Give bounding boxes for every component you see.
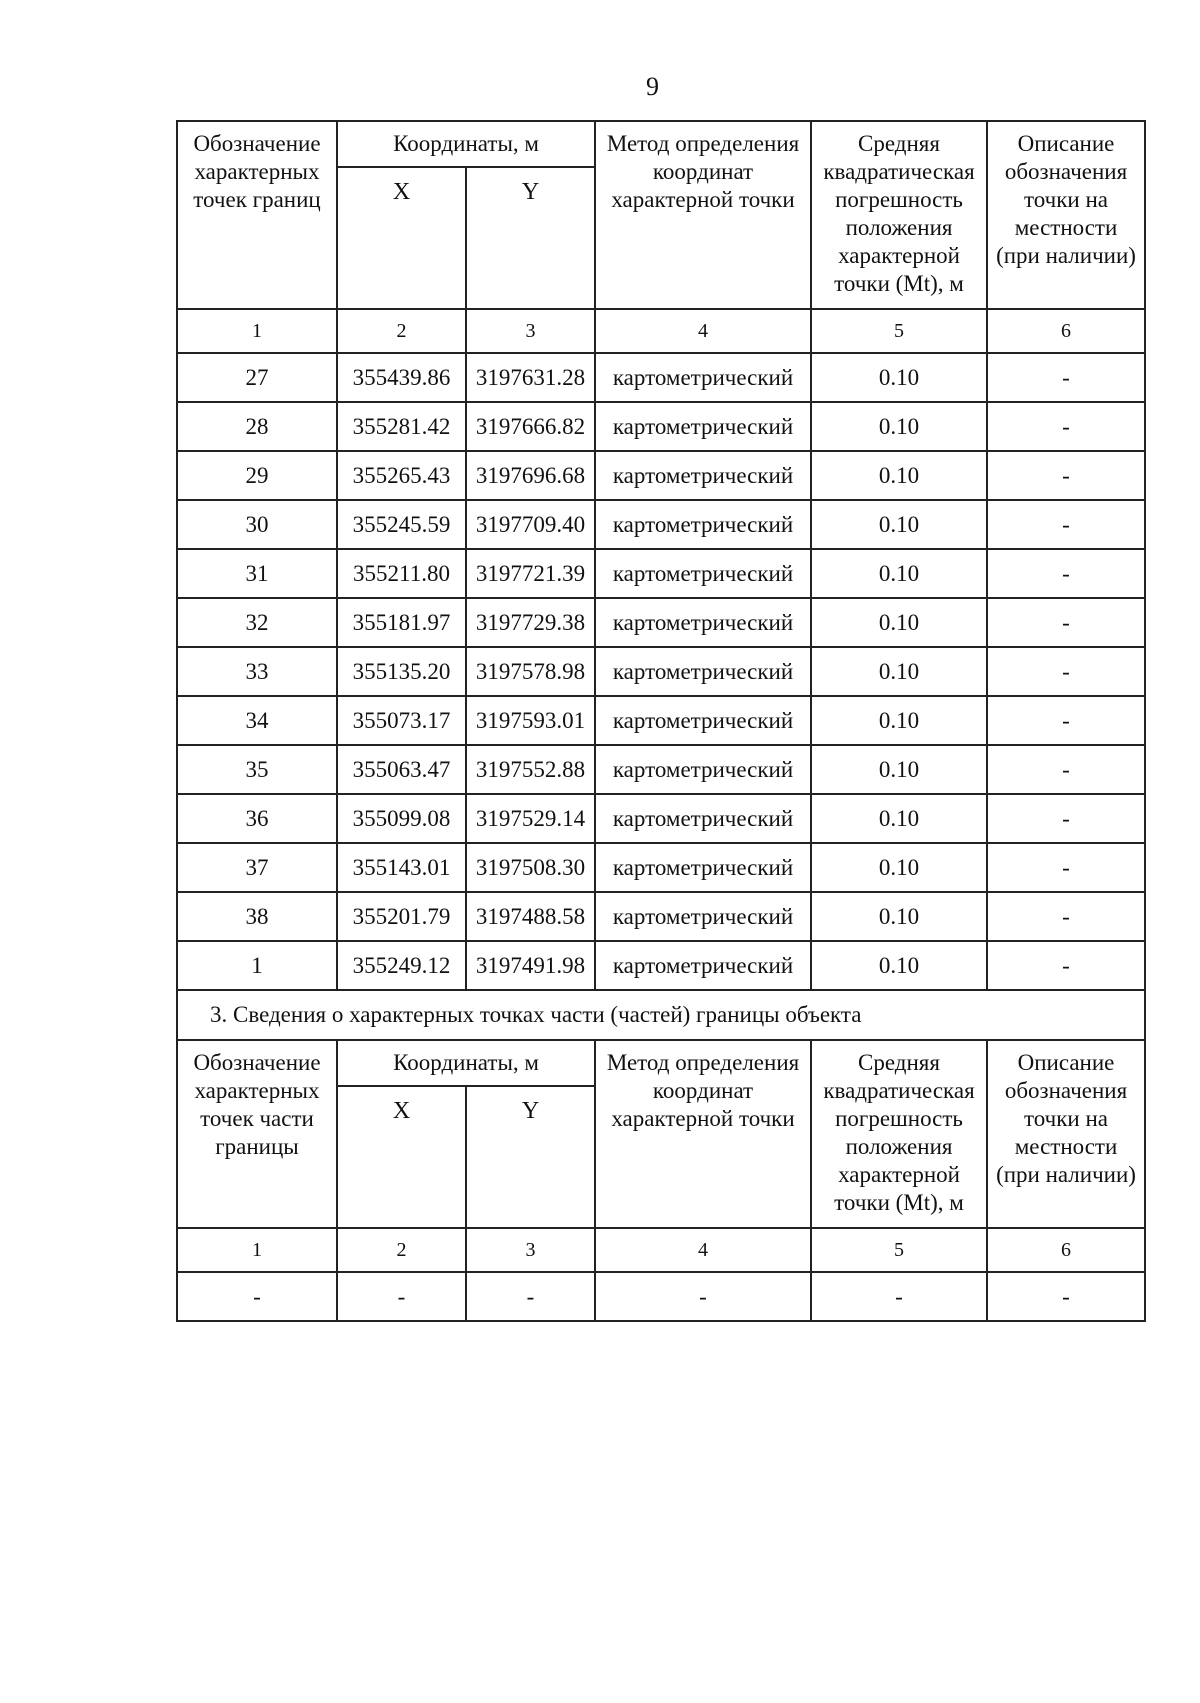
table-row [177, 500, 1145, 549]
table-row [177, 892, 1145, 941]
description-cell: - [987, 647, 1145, 696]
x-coordinate-cell: 355265.43 [337, 451, 466, 500]
column-number: 1 [177, 1228, 337, 1272]
point-id-cell: 36 [177, 794, 337, 843]
x-coordinate-cell: 355245.59 [337, 500, 466, 549]
table-row [177, 941, 1145, 990]
error-cell: 0.10 [811, 647, 987, 696]
x-coordinate-cell: 355201.79 [337, 892, 466, 941]
header-coordinates: Координаты, м [337, 121, 595, 167]
y-coordinate-cell: 3197721.39 [466, 549, 595, 598]
column-number: 5 [811, 1228, 987, 1272]
column-number: 1 [177, 309, 337, 353]
error-cell: 0.10 [811, 941, 987, 990]
x-coordinate-cell: 355073.17 [337, 696, 466, 745]
table2-data [177, 1272, 1145, 1321]
x-coordinate-cell: 355281.42 [337, 402, 466, 451]
table-row [177, 794, 1145, 843]
table-row [177, 402, 1145, 451]
error-cell: 0.10 [811, 451, 987, 500]
point-id-cell: 37 [177, 843, 337, 892]
error-cell: 0.10 [811, 353, 987, 402]
header-error: Средняя квадратическая погрешность положения характерной точки (Mt), м [811, 1040, 987, 1228]
error-cell: - [811, 1272, 987, 1321]
header-y: Y [466, 1086, 595, 1228]
description-cell: - [987, 941, 1145, 990]
method-cell: картометрический [595, 843, 811, 892]
point-id-cell: 33 [177, 647, 337, 696]
x-coordinate-cell: 355211.80 [337, 549, 466, 598]
method-cell: картометрический [595, 598, 811, 647]
description-cell: - [987, 745, 1145, 794]
method-cell: картометрический [595, 745, 811, 794]
column-number: 4 [595, 1228, 811, 1272]
header-y: Y [466, 167, 595, 309]
x-coordinate-cell: 355099.08 [337, 794, 466, 843]
error-cell: 0.10 [811, 696, 987, 745]
table-row [177, 598, 1145, 647]
y-coordinate-cell: 3197709.40 [466, 500, 595, 549]
point-id-cell: 38 [177, 892, 337, 941]
header-error: Средняя квадратическая погрешность положения характерной точки (Mt), м [811, 121, 987, 309]
table1-data [177, 353, 1145, 990]
point-id-cell: 35 [177, 745, 337, 794]
section3-title: 3. Сведения о характерных точках части (частей) границы объекта [177, 990, 1145, 1040]
header-designation: Обозначение характерных точек границ [177, 121, 337, 309]
y-coordinate-cell: 3197578.98 [466, 647, 595, 696]
header-method: Метод определения координат характерной точки [595, 121, 811, 309]
table2-column-numbers [177, 1228, 1145, 1272]
method-cell: картометрический [595, 500, 811, 549]
x-coordinate-cell: - [337, 1272, 466, 1321]
section3-title-row [177, 990, 1145, 1040]
y-coordinate-cell: 3197593.01 [466, 696, 595, 745]
description-cell: - [987, 549, 1145, 598]
method-cell: картометрический [595, 451, 811, 500]
point-id-cell: 31 [177, 549, 337, 598]
point-id-cell: 32 [177, 598, 337, 647]
table-row [177, 696, 1145, 745]
table-row [177, 647, 1145, 696]
boundary-points-table [176, 120, 1146, 1322]
column-number: 5 [811, 309, 987, 353]
y-coordinate-cell: 3197552.88 [466, 745, 595, 794]
point-id-cell: 28 [177, 402, 337, 451]
error-cell: 0.10 [811, 598, 987, 647]
page-number: 9 [646, 72, 659, 101]
description-cell: - [987, 892, 1145, 941]
description-cell: - [987, 843, 1145, 892]
table-row [177, 353, 1145, 402]
description-cell: - [987, 696, 1145, 745]
x-coordinate-cell: 355439.86 [337, 353, 466, 402]
description-cell: - [987, 402, 1145, 451]
header-x: X [337, 1086, 466, 1228]
point-id-cell: - [177, 1272, 337, 1321]
column-number: 3 [466, 1228, 595, 1272]
column-number: 3 [466, 309, 595, 353]
description-cell: - [987, 451, 1145, 500]
error-cell: 0.10 [811, 402, 987, 451]
x-coordinate-cell: 355135.20 [337, 647, 466, 696]
header-description: Описание обозначения точки на местности (при наличии) [987, 1040, 1145, 1228]
table-row [177, 745, 1145, 794]
point-id-cell: 1 [177, 941, 337, 990]
table-row [177, 549, 1145, 598]
method-cell: - [595, 1272, 811, 1321]
method-cell: картометрический [595, 696, 811, 745]
method-cell: картометрический [595, 402, 811, 451]
column-number: 2 [337, 309, 466, 353]
error-cell: 0.10 [811, 745, 987, 794]
method-cell: картометрический [595, 647, 811, 696]
y-coordinate-cell: 3197729.38 [466, 598, 595, 647]
y-coordinate-cell: 3197529.14 [466, 794, 595, 843]
point-id-cell: 27 [177, 353, 337, 402]
point-id-cell: 30 [177, 500, 337, 549]
y-coordinate-cell: 3197696.68 [466, 451, 595, 500]
x-coordinate-cell: 355063.47 [337, 745, 466, 794]
description-cell: - [987, 353, 1145, 402]
header-method: Метод определения координат характерной точки [595, 1040, 811, 1228]
header-coordinates: Координаты, м [337, 1040, 595, 1086]
table-row [177, 843, 1145, 892]
y-coordinate-cell: 3197508.30 [466, 843, 595, 892]
column-number: 6 [987, 309, 1145, 353]
method-cell: картометрический [595, 941, 811, 990]
method-cell: картометрический [595, 892, 811, 941]
x-coordinate-cell: 355143.01 [337, 843, 466, 892]
column-number: 6 [987, 1228, 1145, 1272]
method-cell: картометрический [595, 353, 811, 402]
error-cell: 0.10 [811, 892, 987, 941]
header-description: Описание обозначения точки на местности (при наличии) [987, 121, 1145, 309]
description-cell: - [987, 500, 1145, 549]
error-cell: 0.10 [811, 794, 987, 843]
point-id-cell: 34 [177, 696, 337, 745]
table-row [177, 1272, 1145, 1321]
y-coordinate-cell: - [466, 1272, 595, 1321]
description-cell: - [987, 598, 1145, 647]
method-cell: картометрический [595, 794, 811, 843]
y-coordinate-cell: 3197666.82 [466, 402, 595, 451]
error-cell: 0.10 [811, 843, 987, 892]
table-row [177, 451, 1145, 500]
description-cell: - [987, 794, 1145, 843]
x-coordinate-cell: 355249.12 [337, 941, 466, 990]
y-coordinate-cell: 3197488.58 [466, 892, 595, 941]
table1-header-row-1 [177, 121, 1145, 167]
error-cell: 0.10 [811, 549, 987, 598]
method-cell: картометрический [595, 549, 811, 598]
y-coordinate-cell: 3197631.28 [466, 353, 595, 402]
error-cell: 0.10 [811, 500, 987, 549]
y-coordinate-cell: 3197491.98 [466, 941, 595, 990]
column-number: 2 [337, 1228, 466, 1272]
table1-column-numbers [177, 309, 1145, 353]
column-number: 4 [595, 309, 811, 353]
point-id-cell: 29 [177, 451, 337, 500]
x-coordinate-cell: 355181.97 [337, 598, 466, 647]
description-cell: - [987, 1272, 1145, 1321]
header-x: X [337, 167, 466, 309]
table2-header-row-1 [177, 1040, 1145, 1086]
header-designation: Обозначение характерных точек части границы [177, 1040, 337, 1228]
